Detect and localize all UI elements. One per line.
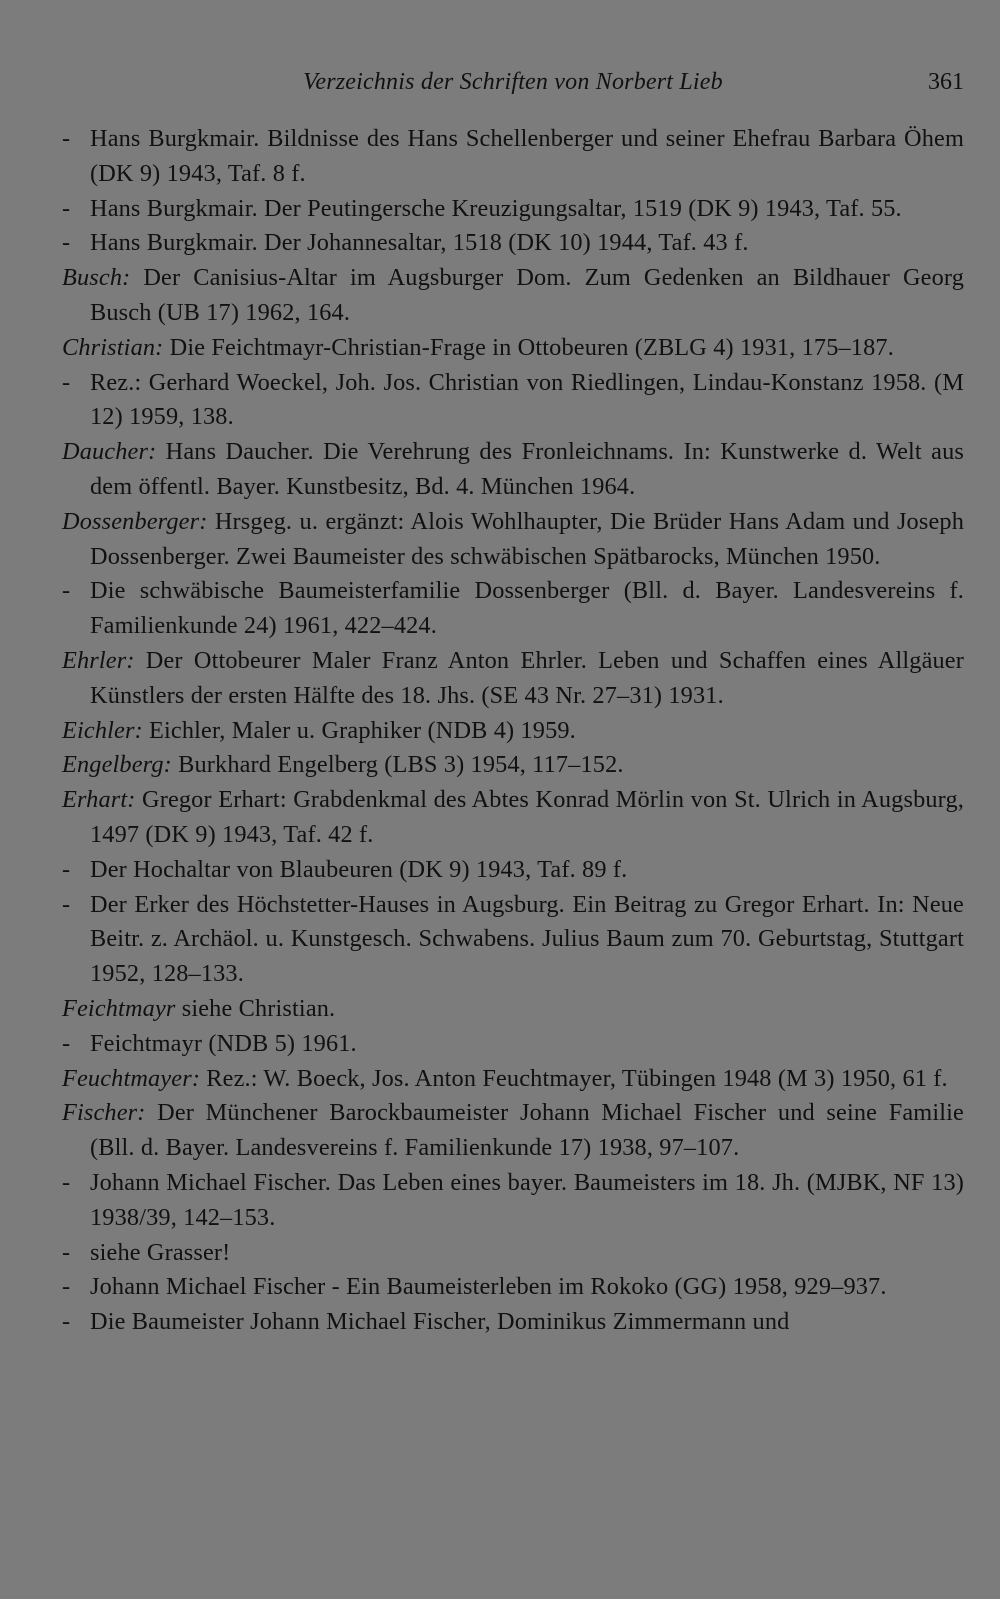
entry-text: Burkhard Engelberg (LBS 3) 1954, 117–152. xyxy=(171,751,624,779)
bibliography-entry xyxy=(62,122,964,192)
bibliography-entry xyxy=(62,1270,964,1305)
entry-text: Rez.: W. Boeck, Jos. Anton Feuchtmayer, Tübingen 1948 (M 3) 1950, 61 f. xyxy=(200,1064,948,1092)
bibliography-entry xyxy=(62,366,964,436)
entry-text: Der Ottobeurer Maler Franz Anton Ehrler. Leben und Schaffen eines Allgäuer Künstlers der ersten Hälfte des 18. Jhs. (SE 43 Nr. 27–31) 1931. xyxy=(90,646,964,709)
bibliography-entry xyxy=(62,748,964,783)
continuation-dash: - xyxy=(62,1308,71,1336)
entry-text: Der Erker des Höchstetter-Hauses in Augsburg. Ein Beitrag zu Gregor Erhart. In: Neue Beitr. z. Archäol. u. Kunstgesch. Schwabens. Julius Baum zum 70. Geburtstag, Stuttgart 1952, 128–133. xyxy=(90,890,964,988)
entry-keyword: Feuchtmayer: xyxy=(62,1064,201,1092)
entry-text: Die Feichtmayr-Christian-Frage in Ottobeuren (ZBLG 4) 1931, 175–187. xyxy=(163,333,894,361)
continuation-dash: - xyxy=(62,577,71,605)
entry-text: Der Hochaltar von Blaubeuren (DK 9) 1943, Taf. 89 f. xyxy=(90,855,628,883)
continuation-dash: - xyxy=(62,125,71,152)
page-number: 361 xyxy=(928,69,964,95)
entry-keyword: Engelberg: xyxy=(62,751,172,779)
bibliography-entry xyxy=(62,1062,964,1097)
entry-text: Der Münchener Barockbaumeister Johann Michael Fischer und seine Familie (Bll. d. Bayer. Landesvereins f. Familienkunde 17) 1938, 97–107. xyxy=(90,1099,964,1162)
bibliography-entry xyxy=(62,783,964,853)
continuation-dash: - xyxy=(62,1168,71,1196)
entry-keyword: Feichtmayr xyxy=(62,994,176,1022)
entry-text: Rez.: Gerhard Woeckel, Joh. Jos. Christian von Riedlingen, Lindau-Konstanz 1958. (M 12) 1959, 138. xyxy=(90,368,964,431)
entry-keyword: Daucher: xyxy=(62,438,157,466)
bibliography-entry xyxy=(62,1096,964,1166)
entry-text: Der Canisius-Altar im Augsburger Dom. Zum Gedenken an Bildhauer Georg Busch (UB 17) 1962, 164. xyxy=(90,264,964,326)
bibliography-entry xyxy=(62,331,964,366)
entry-text: siehe Christian. xyxy=(175,994,336,1022)
entry-keyword: Fischer: xyxy=(62,1099,146,1127)
entry-keyword: Busch: xyxy=(62,264,131,292)
bibliography-entry xyxy=(62,714,964,749)
continuation-dash: - xyxy=(62,368,71,396)
entry-text: siehe Grasser! xyxy=(90,1238,231,1266)
entry-text: Hans Daucher. Die Verehrung des Fronleichnams. In: Kunstwerke d. Welt aus dem öffentl. Bayer. Kunstbesitz, Bd. 4. München 1964. xyxy=(90,438,964,500)
continuation-dash: - xyxy=(62,1273,71,1301)
entry-keyword: Ehrler: xyxy=(62,646,135,674)
bibliography-entry xyxy=(62,1166,964,1236)
bibliography-entry xyxy=(62,261,964,331)
entry-text: Johann Michael Fischer. Das Leben eines bayer. Baumeisters im 18. Jh. (MJBK, NF 13) 1938/39, 142–153. xyxy=(90,1168,964,1231)
entry-text: Die Baumeister Johann Michael Fischer, Dominikus Zimmermann und xyxy=(90,1308,790,1336)
running-title: Verzeichnis der Schriften von Norbert Lieb xyxy=(303,69,723,95)
bibliography-entry xyxy=(62,505,964,575)
entry-text: Eichler, Maler u. Graphiker (NDB 4) 1959. xyxy=(142,716,576,744)
entry-keyword: Christian: xyxy=(62,333,164,361)
bibliography-entry xyxy=(62,1027,964,1062)
entry-text: Hans Burgkmair. Der Johannesaltar, 1518 (DK 10) 1944, Taf. 43 f. xyxy=(90,229,749,257)
entry-keyword: Erhart: xyxy=(62,786,136,814)
bibliography-entry xyxy=(62,574,964,644)
running-head xyxy=(62,64,964,100)
continuation-dash: - xyxy=(62,1029,71,1057)
entry-text: Die schwäbische Baumeisterfamilie Dossenberger (Bll. d. Bayer. Landesvereins f. Familienkunde 24) 1961, 422–424. xyxy=(90,577,964,640)
bibliography-entry xyxy=(62,435,964,505)
entry-text: Hans Burgkmair. Der Peutingersche Kreuzigungsaltar, 1519 (DK 9) 1943, Taf. 55. xyxy=(90,194,902,222)
continuation-dash: - xyxy=(62,229,71,257)
entry-keyword: Dossenberger: xyxy=(62,507,208,535)
bibliography-entry xyxy=(62,992,964,1027)
continuation-dash: - xyxy=(62,194,71,222)
entry-text: Hans Burgkmair. Bildnisse des Hans Schellenberger und seiner Ehefrau Barbara Öhem (DK 9) 1943, Taf. 8 f. xyxy=(90,125,964,187)
bibliography-entry xyxy=(62,1305,964,1340)
bibliography-entry xyxy=(62,644,964,714)
entry-text: Feichtmayr (NDB 5) 1961. xyxy=(90,1029,357,1057)
entry-text: Johann Michael Fischer - Ein Baumeisterleben im Rokoko (GG) 1958, 929–937. xyxy=(90,1273,887,1301)
entry-text: Hrsgeg. u. ergänzt: Alois Wohlhaupter, Die Brüder Hans Adam und Joseph Dossenberger. Zwei Baumeister des schwäbischen Spätbarocks, München 1950. xyxy=(90,507,964,570)
bibliography-entry xyxy=(62,853,964,888)
continuation-dash: - xyxy=(62,855,71,883)
bibliography-list xyxy=(62,122,964,1340)
entry-keyword: Eichler: xyxy=(62,716,143,744)
bibliography-entry xyxy=(62,888,964,992)
bibliography-entry xyxy=(62,1236,964,1271)
continuation-dash: - xyxy=(62,890,71,918)
bibliography-entry xyxy=(62,192,964,227)
entry-text: Gregor Erhart: Grabdenkmal des Abtes Konrad Mörlin von St. Ulrich in Augsburg, 1497 (DK 9) 1943, Taf. 42 f. xyxy=(90,786,964,848)
continuation-dash: - xyxy=(62,1238,71,1266)
bibliography-entry xyxy=(62,226,964,261)
